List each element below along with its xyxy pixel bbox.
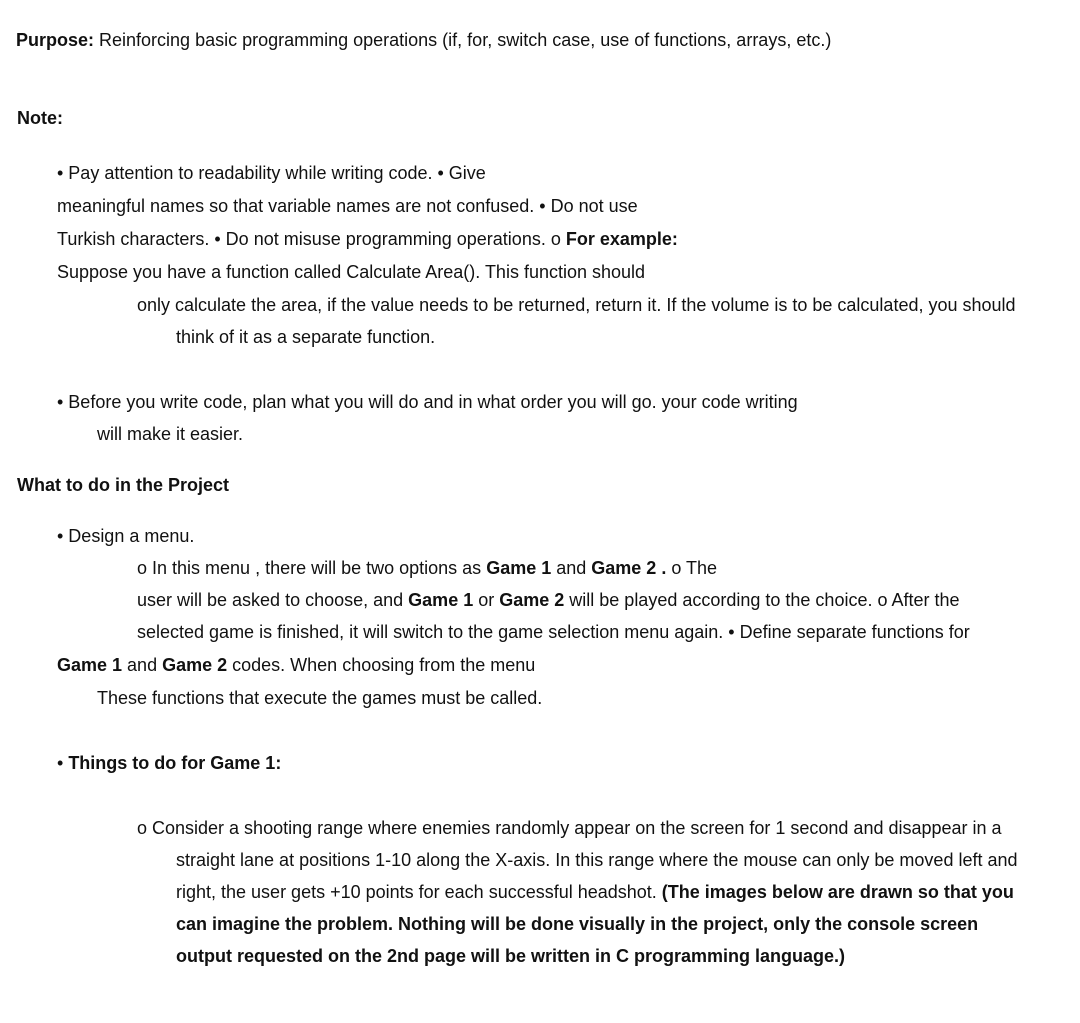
- purpose-text: Reinforcing basic programming operations (if, for, switch case, use of functions, arrays, etc.): [94, 30, 832, 50]
- game1-para-3: [176, 881, 1014, 903]
- note-heading-text: Note:: [17, 108, 63, 128]
- purpose-label: Purpose:: [16, 30, 95, 50]
- game2-label: Game 2 .: [591, 558, 667, 578]
- options-text-end: o The: [666, 558, 718, 578]
- game1-para-5-bold: output requested on the 2nd page will be written in C programming language.): [176, 946, 846, 966]
- note-line-6: think of it as a separate function.: [176, 327, 436, 347]
- note-line-4: Suppose you have a function called Calculate Area(). This function should: [57, 262, 646, 282]
- options-text: o In this menu , there will be two options as: [137, 558, 487, 578]
- user-text-end: will be played according to the choice. o After the: [564, 590, 960, 610]
- game1-label: Game 1: [57, 655, 123, 675]
- and-text: and: [122, 655, 163, 675]
- game1-para-2: straight lane at positions 1-10 along the X-axis. In this range where the mouse can only be moved left and: [176, 850, 1018, 870]
- game1-heading-text: Things to do for Game 1:: [68, 753, 282, 773]
- game1-bullet: •: [57, 753, 69, 773]
- note-line-3: [57, 228, 678, 250]
- game1-para-4: [176, 913, 978, 935]
- for-example-label: For example:: [565, 229, 678, 249]
- note-heading: [17, 107, 63, 129]
- game1-label: Game 1: [486, 558, 552, 578]
- note-line-7: • Before you write code, plan what you will do and in what order you will go. your code writing: [57, 392, 798, 412]
- purpose-line: [16, 29, 831, 51]
- game1-heading: [57, 752, 281, 774]
- user-text: user will be asked to choose, and: [137, 590, 409, 610]
- game2-label: Game 2: [499, 590, 565, 610]
- project-heading-text: What to do in the Project: [17, 475, 229, 495]
- project-heading: [17, 474, 229, 496]
- functions-line: These functions that execute the games must be called.: [97, 688, 543, 708]
- note-line-3-text: Turkish characters. • Do not misuse programming operations. o: [57, 229, 566, 249]
- user-line: [137, 589, 960, 611]
- note-line-5: only calculate the area, if the value needs to be returned, return it. If the volume is to be calculated, you should: [137, 295, 1016, 315]
- game1-label: Game 1: [408, 590, 474, 610]
- menu-line: • Design a menu.: [57, 526, 195, 546]
- codes-line: [57, 654, 535, 676]
- game1-para-3-text: right, the user gets +10 points for each successful headshot.: [176, 882, 662, 902]
- options-line: [137, 557, 717, 579]
- and-text: and: [551, 558, 592, 578]
- note-line-2: meaningful names so that variable names are not confused. • Do not use: [57, 196, 638, 216]
- codes-text: codes. When choosing from the menu: [227, 655, 536, 675]
- note-line-1: • Pay attention to readability while writing code. • Give: [57, 163, 486, 183]
- selected-line: selected game is finished, it will switch to the game selection menu again. • Define separate functions for: [137, 622, 970, 642]
- game1-para-1: o Consider a shooting range where enemies randomly appear on the screen for 1 second and disappear in a: [137, 818, 1002, 838]
- game2-label: Game 2: [162, 655, 228, 675]
- or-text: or: [473, 590, 500, 610]
- game1-para-3-bold: (The images below are drawn so that you: [661, 882, 1014, 902]
- game1-para-5: [176, 945, 845, 967]
- game1-para-4-bold: can imagine the problem. Nothing will be done visually in the project, only the console screen: [176, 914, 979, 934]
- note-line-8: will make it easier.: [97, 424, 244, 444]
